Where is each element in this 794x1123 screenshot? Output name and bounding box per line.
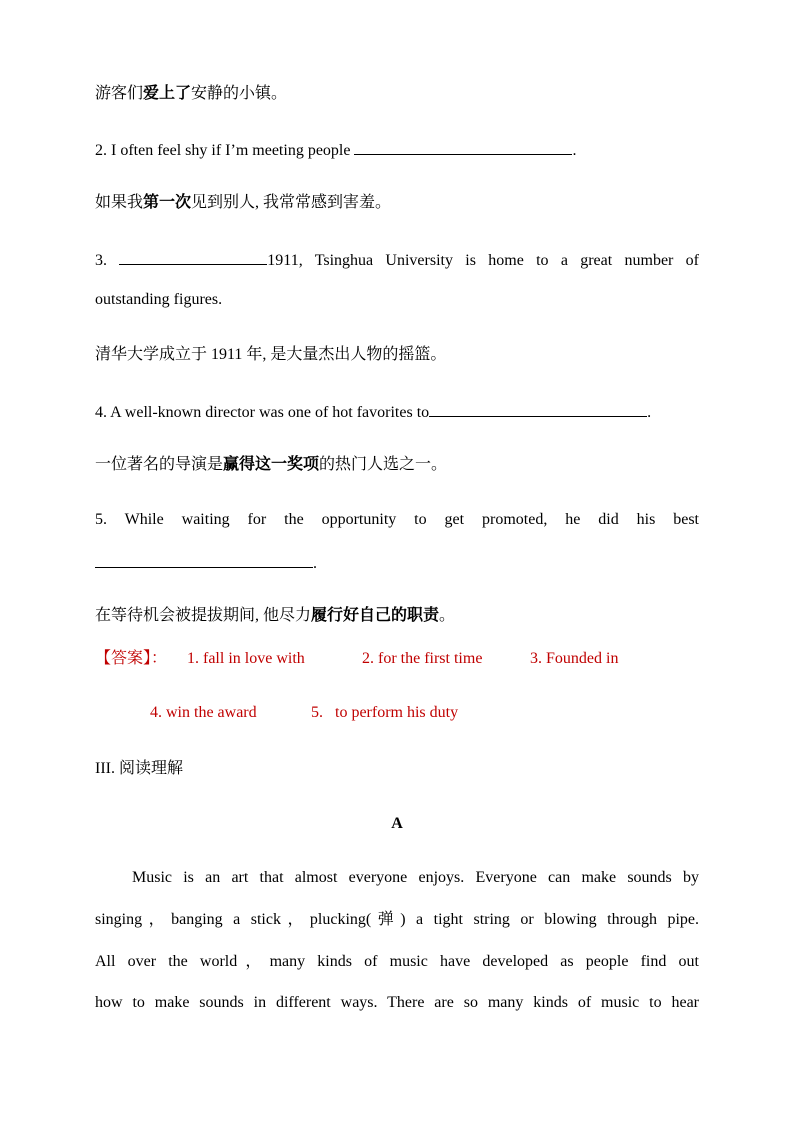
- answer-item: 5. to perform his duty: [311, 704, 459, 721]
- question-3-continued: outstanding figures.: [95, 291, 223, 308]
- text: 的热门人选之一。: [319, 456, 448, 473]
- answer-item: 1. fall in love with: [187, 650, 305, 667]
- bold-phrase: 履行好自己的职责: [311, 607, 440, 624]
- text: 。: [439, 607, 456, 624]
- bold-phrase: 爱上了: [143, 85, 192, 102]
- answer-blank[interactable]: [95, 552, 313, 568]
- translation-1: [95, 84, 699, 104]
- punct: .: [572, 142, 577, 159]
- question-5-continued: [95, 552, 699, 574]
- translation-4: [95, 455, 699, 475]
- answer-blank[interactable]: [119, 249, 267, 265]
- section-heading: III. 阅读理解: [95, 760, 183, 777]
- punct: .: [313, 555, 317, 572]
- answer-blank[interactable]: [429, 401, 647, 417]
- answer-label: 【答案】：: [95, 650, 168, 667]
- translation-3: 清华大学成立于 1911 年, 是大量杰出人物的摇篮。: [95, 346, 447, 363]
- question-text: 1911, Tsinghua University is home to a great number of: [267, 252, 699, 269]
- question-text: 2. I often feel shy if I’m meeting people: [95, 142, 355, 159]
- question-number: 3.: [95, 252, 107, 269]
- text: 安静的小镇。: [191, 85, 288, 102]
- passage-line: Music is an art that almost everyone enjoys. Everyone can make sounds by: [132, 869, 699, 886]
- question-text: 4. A well-known director was one of hot favorites to: [95, 404, 430, 421]
- text: 如果我: [95, 194, 144, 211]
- bold-phrase: 赢得这一奖项: [223, 456, 320, 473]
- translation-2: [95, 193, 699, 213]
- question-2: [95, 139, 699, 161]
- answer-blank[interactable]: [354, 139, 572, 155]
- translation-5: [95, 606, 699, 626]
- bold-phrase: 第一次: [143, 194, 192, 211]
- passage-title: [95, 814, 699, 834]
- answer-item: 3. Founded in: [530, 650, 619, 667]
- text: 游客们: [95, 85, 144, 102]
- answer-item: 2. for the first time: [362, 650, 483, 667]
- passage-title-text: A: [391, 815, 403, 832]
- passage-line: All over the world，many kinds of music have developed as people find out: [95, 953, 699, 970]
- text: 在等待机会被提拔期间, 他尽力: [95, 607, 312, 624]
- question-5: 5. While waiting for the opportunity to get promoted, he did his best: [95, 511, 699, 528]
- punct: .: [647, 404, 652, 421]
- text: 见到别人, 我常常感到害羞。: [191, 194, 392, 211]
- passage-line: singing，banging a stick，plucking(弹) a tight string or blowing through pipe.: [95, 911, 699, 928]
- passage-line: how to make sounds in different ways. There are so many kinds of music to hear: [95, 994, 699, 1011]
- answer-item: 4. win the award: [150, 704, 257, 721]
- text: 一位著名的导演是: [95, 456, 224, 473]
- question-3: [95, 249, 699, 271]
- answer-line-1: [95, 649, 699, 669]
- question-4: [95, 401, 699, 423]
